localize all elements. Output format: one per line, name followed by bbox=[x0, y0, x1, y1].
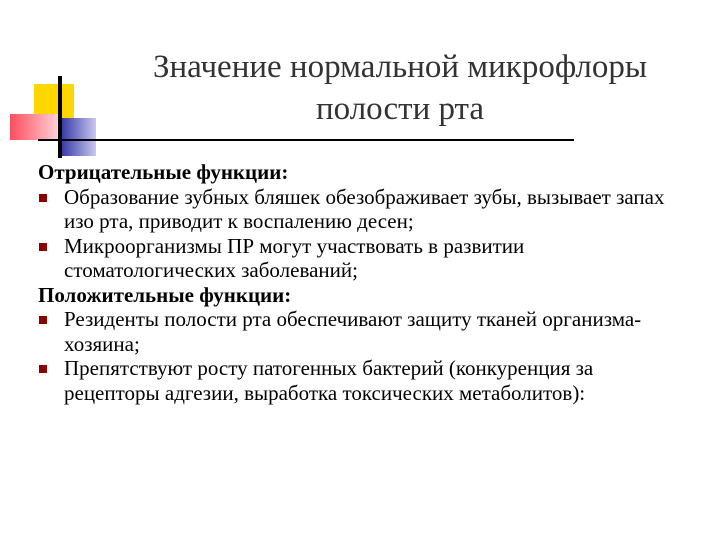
slide-title bbox=[110, 46, 690, 130]
square-bullet-icon bbox=[39, 365, 47, 373]
section-heading-positive: Положительные функции: bbox=[38, 282, 292, 307]
decor-red-bar bbox=[10, 114, 58, 140]
square-bullet-icon bbox=[39, 243, 47, 251]
decor-blue-square bbox=[58, 118, 96, 156]
bullet-text: Резиденты полости рта обеспечивают защиту тканей организма-хозяина; bbox=[64, 307, 642, 356]
bullet-text: Препятствуют росту патогенных бактерий (конкуренция за рецепторы адгезии, выработка токсических метаболитов): bbox=[64, 356, 594, 405]
square-bullet-icon bbox=[39, 316, 47, 324]
bullet-text: Микроорганизмы ПР могут участвовать в развитии стоматологических заболеваний; bbox=[64, 233, 525, 282]
title-underline bbox=[38, 139, 574, 141]
bullet-item bbox=[38, 307, 688, 356]
bullet-item bbox=[38, 234, 688, 283]
slide-title-line-1: Значение нормальной микрофлоры bbox=[152, 49, 648, 85]
slide-title-line-2: полости рта bbox=[315, 91, 485, 127]
slide-body bbox=[38, 160, 688, 405]
bullet-text: Образование зубных бляшек обезображивает зубы, вызывает запах изо рта, приводит к воспалению десен; bbox=[64, 184, 665, 233]
section-heading-negative: Отрицательные функции: bbox=[38, 160, 289, 184]
bullet-item bbox=[38, 185, 688, 234]
square-bullet-icon bbox=[39, 194, 47, 202]
decor-vertical-line bbox=[58, 76, 62, 158]
bullet-item bbox=[38, 356, 688, 405]
